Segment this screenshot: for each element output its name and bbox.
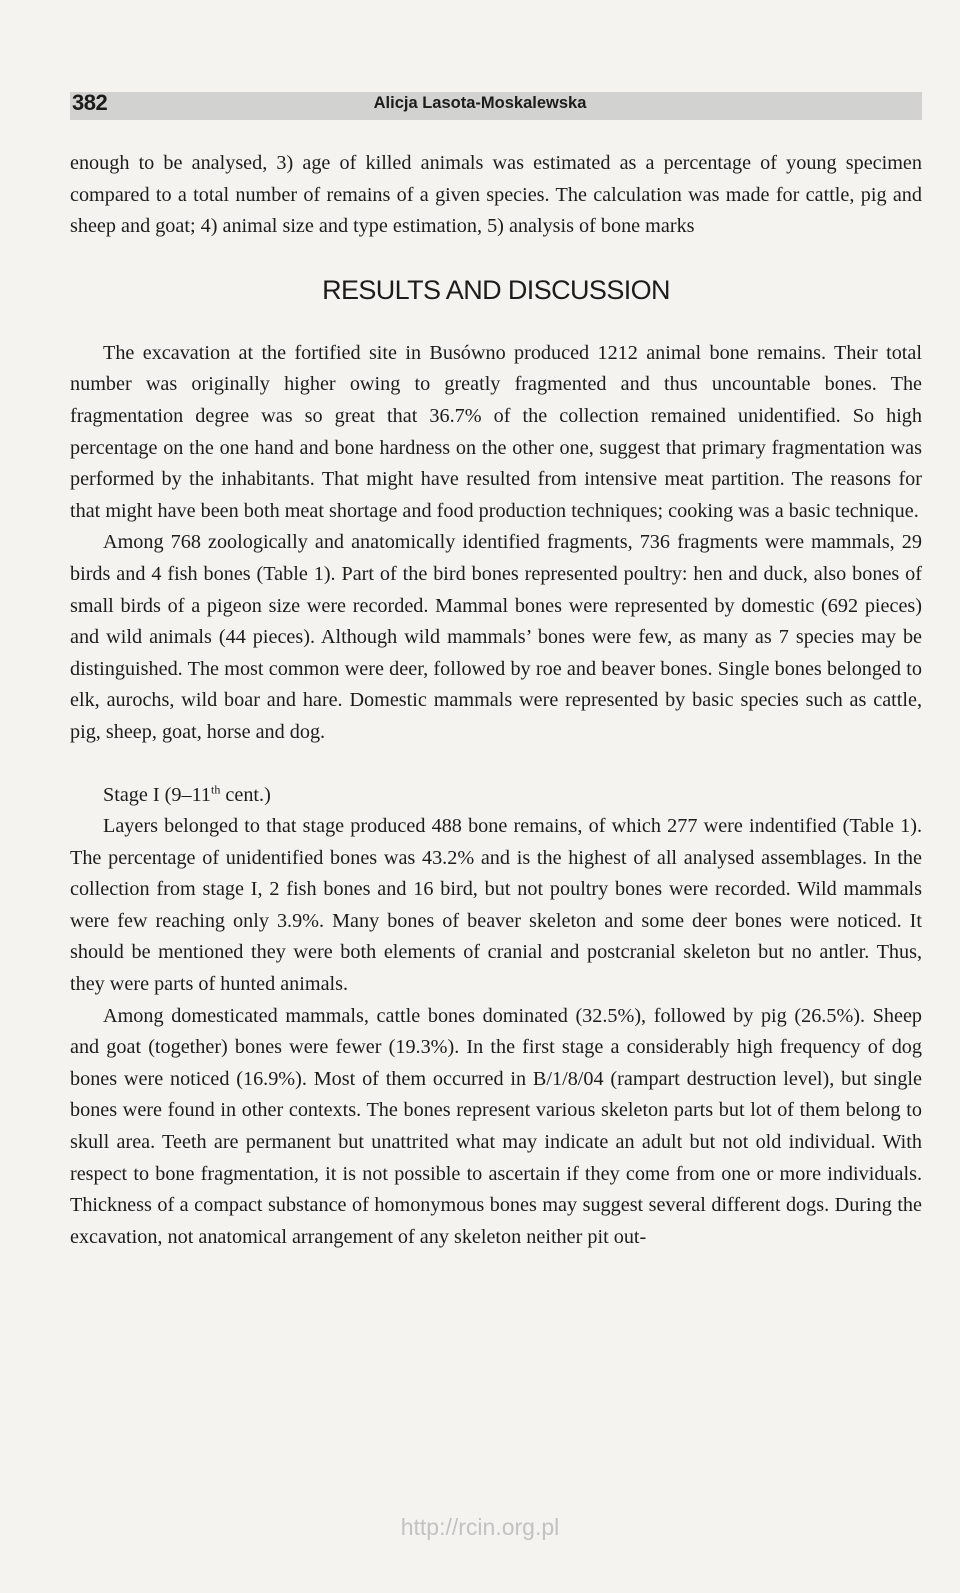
stage-heading-prefix: Stage I (9–11 [103,783,212,806]
footer-url-watermark: http://rcin.org.pl [400,1514,560,1540]
running-head-author: Alicja Lasota-Moskalewska [373,94,587,112]
stage-heading-superscript: th [211,781,221,796]
stage-paragraph-2: Among domesticated mammals, cattle bones dominated (32.5%), followed by pig (26.5%). Sheep and goat (together) bones were fewer (19.3%). In the first stage a considerably high frequency of dog bones were noticed (16.9%). Most of them occurred in B/1/8/04 (rampart destruction level), but single bones were found in other contexts. The bones represent various skeleton parts but lot of them belong to skull area. Teeth are permanent but unattrited what may indicate an adult but not old individual. With respect to bone fragmentation, it is not possible to ascertain if they come from one or more individuals. Thickness of a compact substance of homonymous bones may suggest several different dogs. During the excavation, not anatomical arrangement of any skeleton neither pit out- [70,1004,922,1248]
results-paragraph-1: The excavation at the fortified site in Busówno produced 1212 animal bone remains. Their total number was originally higher owing to greatly fragmented and thus uncountable bones. The fragmentation degree was so great that 36.7% of the collection remained unidentified. So high percentage on the one hand and bone hardness on the other one, suggest that primary fragmentation was performed by the inhabitants. That might have resulted from intensive meat partition. The reasons for that might have been both meat shortage and food production techniques; cooking was a basic technique. [70,341,922,522]
stage-heading-suffix: cent.) [220,783,271,806]
page-number: 382 [72,90,108,115]
paragraph-spacer [70,749,922,780]
stage-heading [70,780,922,812]
intro-paragraph: enough to be analysed, 3) age of killed animals was estimated as a percentage of young specimen compared to a total number of remains of a given species. The calculation was made for cattle, pig and sheep and goat; 4) animal size and type estimation, 5) analysis of bone marks [70,152,922,238]
section-title: RESULTS AND DISCUSSION [322,274,670,305]
stage-paragraph-1: Layers belonged to that stage produced 488 bone remains, of which 277 were indentified (Table 1). The percentage of unidentified bones was 43.2% and is the highest of all analysed assemblages. In the collection from stage I, 2 fish bones and 16 bird, but not poultry bones were recorded. Wild mammals were few reaching only 3.9%. Many bones of beaver skeleton and some deer bones were noticed. It should be mentioned they were both elements of cranial and postcranial skeleton but no antler. Thus, they were parts of hunted animals. [70,815,922,996]
results-paragraph-2: Among 768 zoologically and anatomically identified fragments, 736 fragments were mammals, 29 birds and 4 fish bones (Table 1). Part of the bird bones represented poultry: hen and duck, also bones of small birds of a pigeon size were recorded. Mammal bones were represented by domestic (692 pieces) and wild animals (44 pieces). Although wild mammals’ bones were few, as many as 7 species may be distinguished. The most common were deer, followed by roe and beaver bones. Single bones belonged to elk, aurochs, wild boar and hare. Domestic mammals were represented by basic species such as cattle, pig, sheep, goat, horse and dog. [70,531,922,743]
main-text [70,148,922,1253]
